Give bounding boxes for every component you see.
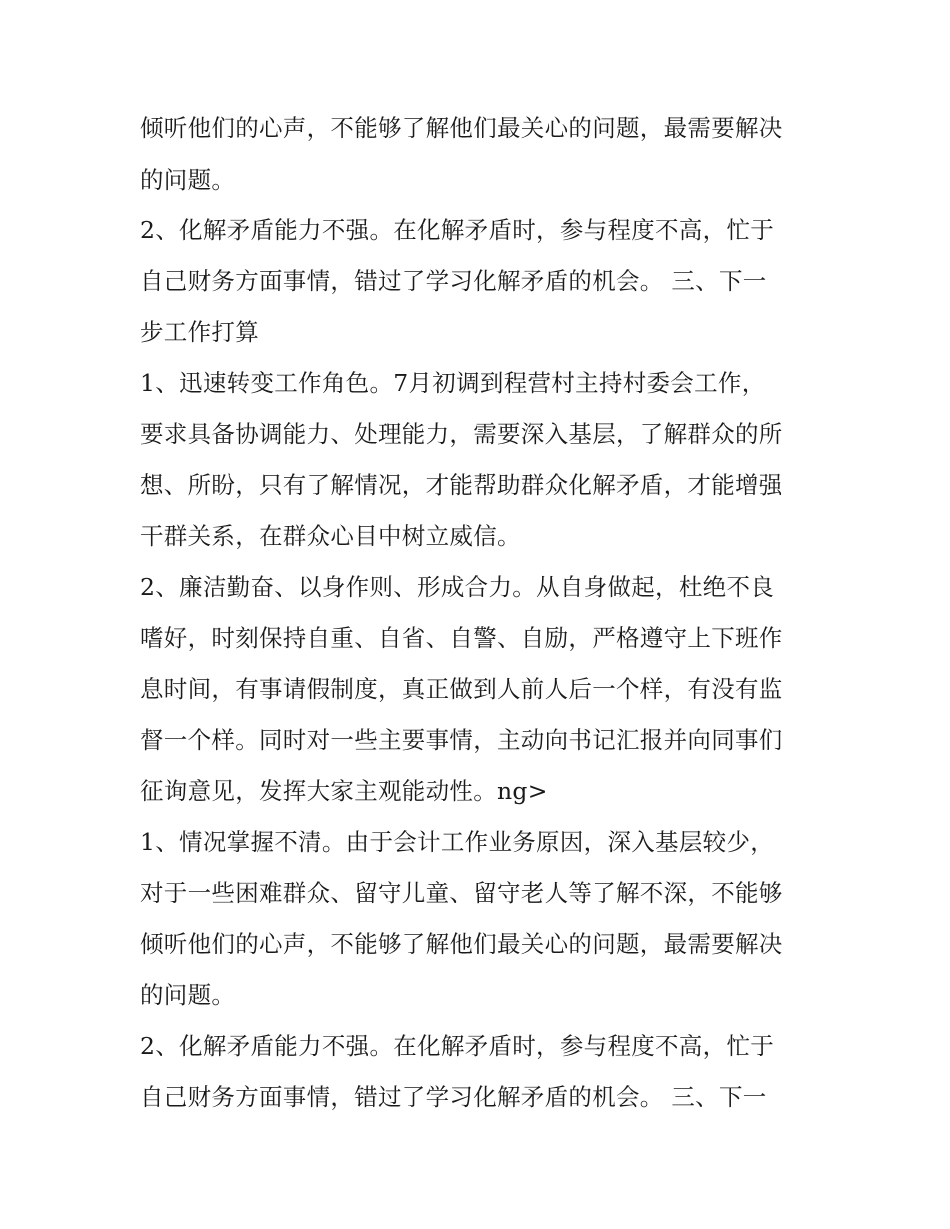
text-line: 督一个样。同时对一些主要事情，主动向书记汇报并向同事们 [140, 726, 783, 754]
text-line: 想、所盼，只有了解情况，才能帮助群众化解矛盾，才能增强 [140, 471, 783, 499]
text-line: 2、化解矛盾能力不强。在化解矛盾时，参与程度不高，忙于 [140, 1032, 775, 1060]
text-line: 倾听他们的心声，不能够了解他们最关心的问题，最需要解决 [140, 930, 783, 958]
text-line: 干群关系，在群众心目中树立威信。 [140, 522, 521, 550]
text-line: 对于一些困难群众、留守儿童、留守老人等了解不深，不能够 [140, 879, 783, 907]
text-line: 征询意见，发挥大家主观能动性。ng> [140, 777, 548, 805]
text-line: 2、廉洁勤奋、以身作则、形成合力。从自身做起，杜绝不良 [140, 573, 775, 601]
text-line: 自己财务方面事情，错过了学习化解矛盾的机会。 三、下一 [140, 267, 767, 295]
text-line: 2、化解矛盾能力不强。在化解矛盾时，参与程度不高，忙于 [140, 216, 775, 244]
text-line: 嗜好，时刻保持自重、自省、自警、自励，严格遵守上下班作 [140, 624, 783, 652]
text-line: 1、迅速转变工作角色。7月初调到程营村主持村委会工作， [140, 369, 766, 397]
text-line: 步工作打算 [140, 318, 259, 346]
text-line: 的问题。 [140, 981, 236, 1009]
text-line: 倾听他们的心声，不能够了解他们最关心的问题，最需要解决 [140, 114, 783, 142]
text-line: 自己财务方面事情，错过了学习化解矛盾的机会。 三、下一 [140, 1083, 767, 1111]
text-line: 息时间，有事请假制度，真正做到人前人后一个样，有没有监 [140, 675, 783, 703]
text-line: 要求具备协调能力、处理能力，需要深入基层，了解群众的所 [140, 420, 783, 448]
text-line: 的问题。 [140, 166, 236, 194]
text-line: 1、情况掌握不清。由于会计工作业务原因，深入基层较少， [140, 828, 775, 856]
